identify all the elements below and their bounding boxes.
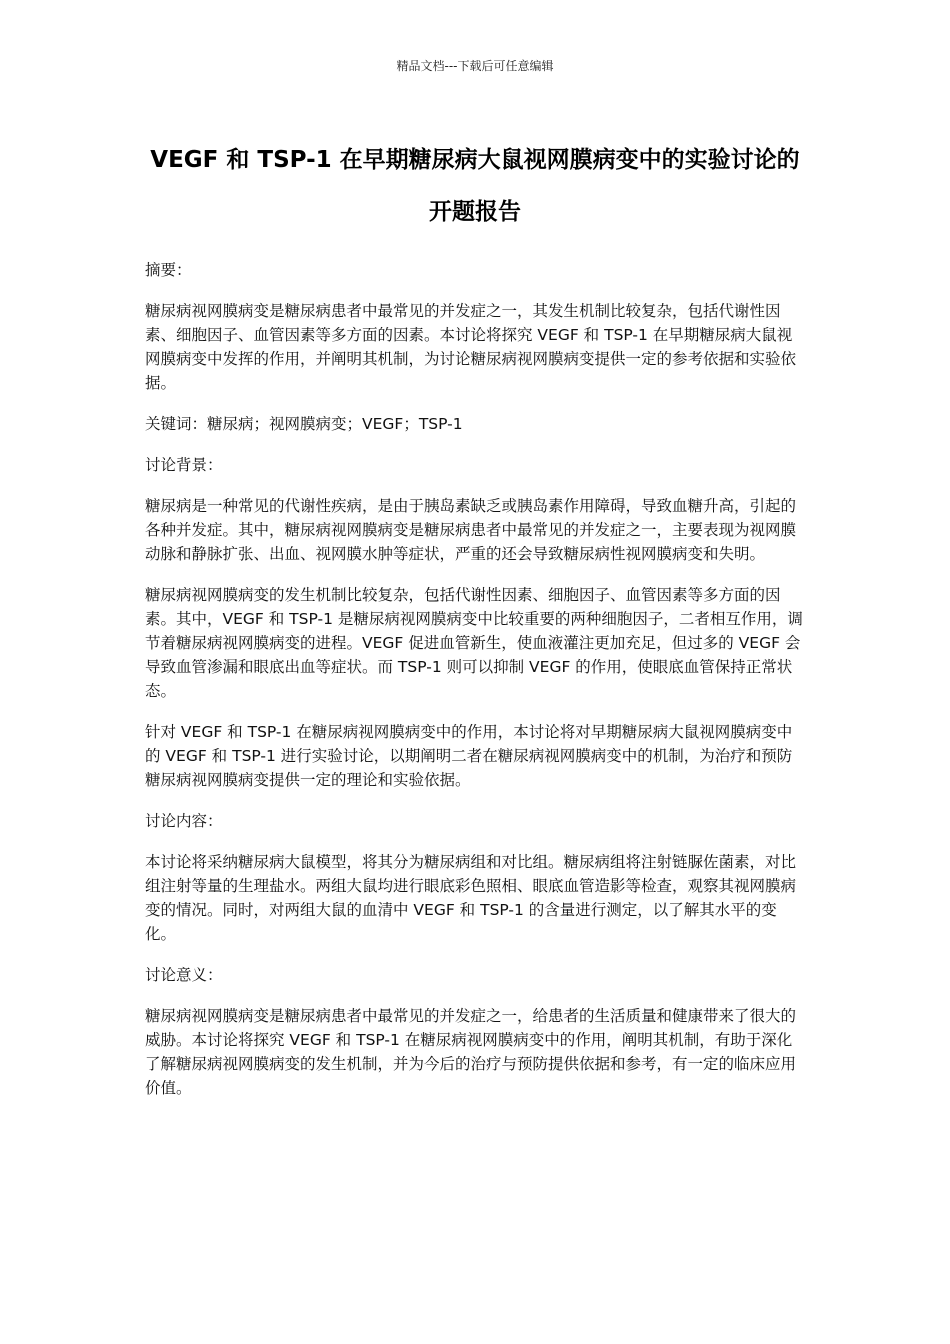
significance-text: 糖尿病视网膜病变是糖尿病患者中最常见的并发症之一，给患者的生活质量和健康带来了很大的威胁。本讨论将探究 VEGF 和 TSP-1 在糖尿病视网膜病变中的作用，阐明其机制，有助于深化了解糖尿病视网膜病变的发生机制，并为今后的治疗与预防提供依据和参考，有一定的临床应用价值。: [145, 1007, 797, 1097]
content-text: 本讨论将采纳糖尿病大鼠模型，将其分为糖尿病组和对比组。糖尿病组将注射链脲佐菌素，对比组注射等量的生理盐水。两组大鼠均进行眼底彩色照相、眼底血管造影等检查，观察其视网膜病变的情况。同时，对两组大鼠的血清中 VEGF 和 TSP-1 的含量进行测定，以了解其水平的变化。: [145, 853, 797, 943]
document-body: [145, 258, 805, 1117]
header-note: 精品文档---下载后可任意编辑: [396, 59, 554, 73]
abstract-text: 糖尿病视网膜病变是糖尿病患者中最常见的并发症之一，其发生机制比较复杂，包括代谢性因素、细胞因子、血管因素等多方面的因素。本讨论将探究 VEGF 和 TSP-1 在早期糖尿病大鼠视网膜病变中发挥的作用，并阐明其机制，为讨论糖尿病视网膜病变提供一定的参考依据和实验依据。: [145, 302, 797, 392]
background-paragraph-1: 糖尿病是一种常见的代谢性疾病，是由于胰岛素缺乏或胰岛素作用障碍，导致血糖升高，引起的各种并发症。其中，糖尿病视网膜病变是糖尿病患者中最常见的并发症之一，主要表现为视网膜动脉和静脉扩张、出血、视网膜水肿等症状，严重的还会导致糖尿病性视网膜病变和失明。: [145, 497, 797, 563]
background-label: 讨论背景：: [145, 456, 223, 474]
document-title: VEGF 和 TSP-1 在早期糖尿病大鼠视网膜病变中的实验讨论的开题报告: [150, 147, 800, 225]
background-paragraph-2: 糖尿病视网膜病变的发生机制比较复杂，包括代谢性因素、细胞因子、血管因素等多方面的因素。其中，VEGF 和 TSP-1 是糖尿病视网膜病变中比较重要的两种细胞因子，二者相互作用，调节着糖尿病视网膜病变的进程。VEGF 促进血管新生，使血液灌注更加充足，但过多的 VEGF 会导致血管渗漏和眼底出血等症状。而 TSP-1 则可以抑制 VEGF 的作用，使眼底血管保持正常状态。: [145, 586, 803, 700]
abstract-label: 摘要：: [145, 261, 192, 279]
background-paragraph-3: 针对 VEGF 和 TSP-1 在糖尿病视网膜病变中的作用，本讨论将对早期糖尿病大鼠视网膜病变中的 VEGF 和 TSP-1 进行实验讨论，以期阐明二者在糖尿病视网膜病变中的机制，为治疗和预防糖尿病视网膜病变提供一定的理论和实验依据。: [145, 723, 793, 789]
content-label: 讨论内容：: [145, 812, 223, 830]
significance-label: 讨论意义：: [145, 966, 223, 984]
keywords-line: 关键词：糖尿病；视网膜病变；VEGF；TSP-1: [145, 415, 463, 433]
